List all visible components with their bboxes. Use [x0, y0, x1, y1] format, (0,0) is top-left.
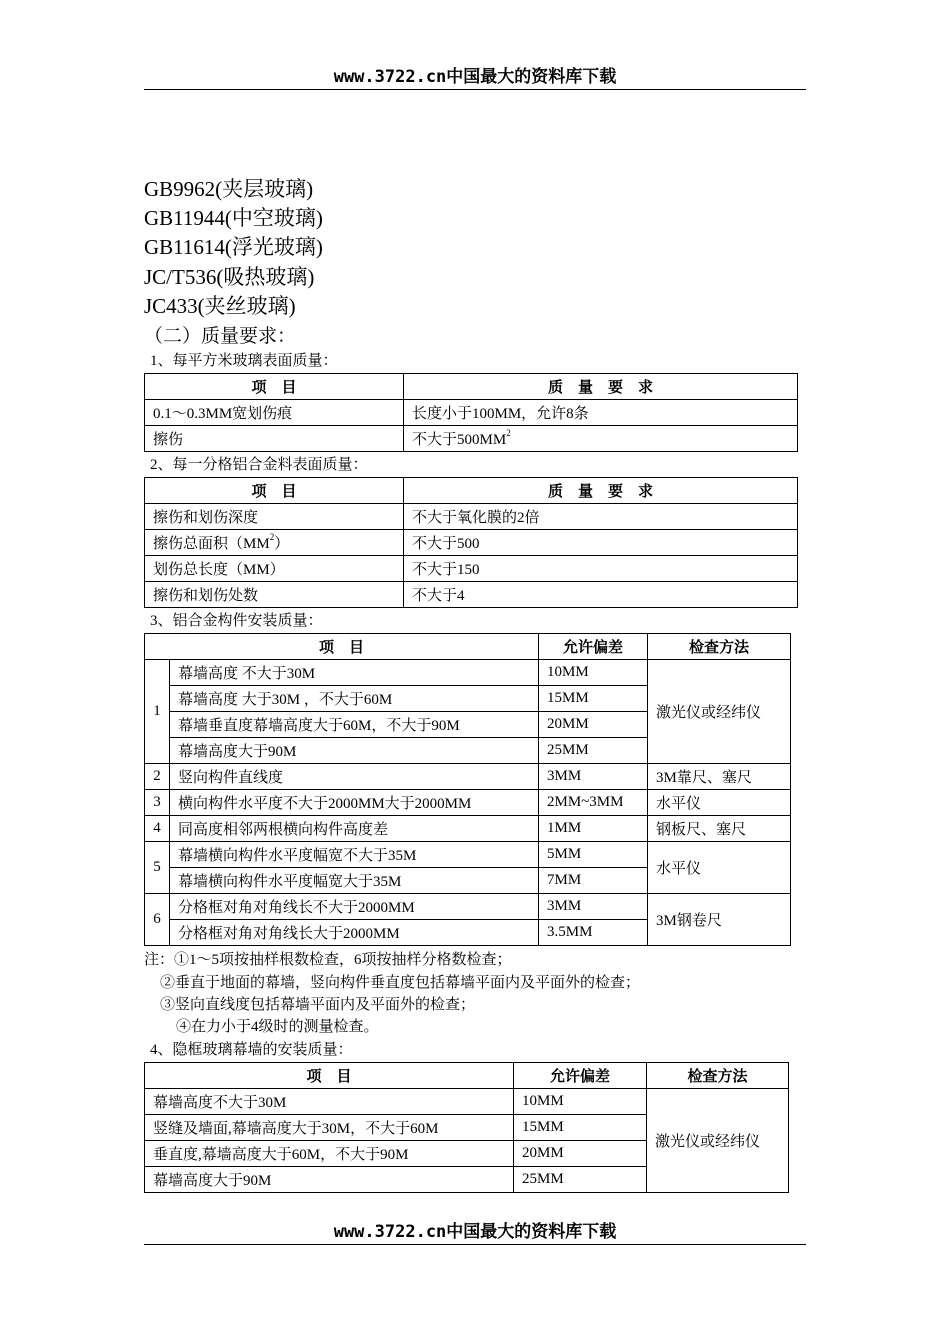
table3-cell: 5MM	[539, 842, 648, 868]
table4-cell: 幕墙高度大于90M	[145, 1167, 514, 1193]
table2-cell-text: 擦伤总面积（MM	[153, 536, 270, 552]
standard-item: JC433(夹丝玻璃)	[144, 294, 296, 318]
table4-cell: 垂直度,幕墙高度大于60M，不大于90M	[145, 1141, 514, 1167]
table3-method: 水平仪	[648, 842, 791, 894]
table-row	[145, 1089, 789, 1115]
table-row	[145, 894, 791, 920]
table3-cell: 幕墙高度 大于30M ，不大于60M	[170, 686, 539, 712]
table-row	[145, 530, 798, 556]
table1-cell-text: 不大于500MM	[412, 432, 507, 448]
table4-cell: 竖缝及墙面,幕墙高度大于30M，不大于60M	[145, 1115, 514, 1141]
table-row	[145, 660, 791, 686]
table-row	[145, 790, 791, 816]
table3-caption: 3、铝合金构件安装质量：	[150, 613, 323, 629]
table3-cell: 7MM	[539, 868, 648, 894]
note-line: ④在力小于4级时的测量检查。	[176, 1019, 379, 1035]
table3-cell: 幕墙垂直度幕墙高度大于60M，不大于90M	[170, 712, 539, 738]
table-row	[145, 400, 798, 426]
table3-cell: 分格框对角对角线长大于2000MM	[170, 920, 539, 946]
table3-method: 钢板尺、塞尺	[648, 816, 791, 842]
table4-cell: 20MM	[514, 1141, 647, 1167]
table1-cell: 擦伤	[145, 426, 404, 452]
table3-header-tolerance: 允许偏差	[539, 634, 648, 660]
table2-cell	[145, 530, 404, 556]
row-number: 3	[145, 790, 170, 816]
table-row	[145, 816, 791, 842]
table2-cell: 不大于150	[404, 556, 798, 582]
table4-header-method: 检查方法	[647, 1063, 789, 1089]
table3-cell: 幕墙横向构件水平度幅宽大于35M	[170, 868, 539, 894]
superscript: 2	[269, 532, 275, 542]
row-number: 6	[145, 894, 170, 946]
note-line: 注：①1～5项按抽样根数检查，6项按抽样分格数检查；	[144, 952, 512, 968]
table2-header-requirement: 质 量 要 求	[404, 478, 798, 504]
standard-item: GB11614(浮光玻璃)	[144, 235, 323, 259]
table3-cell: 幕墙高度大于90M	[170, 738, 539, 764]
table-row	[145, 504, 798, 530]
table4-cell: 15MM	[514, 1115, 647, 1141]
table4-cell: 10MM	[514, 1089, 647, 1115]
table-row	[145, 764, 791, 790]
table1-cell: 长度小于100MM，允许8条	[404, 400, 798, 426]
table3-cell: 幕墙横向构件水平度幅宽不大于35M	[170, 842, 539, 868]
frame-installation-quality-table	[144, 633, 791, 946]
table2-cell: 不大于500	[404, 530, 798, 556]
row-number: 2	[145, 764, 170, 790]
note-line: ③竖向直线度包括幕墙平面内及平面外的检查；	[160, 997, 476, 1013]
table2-cell: 划伤总长度（MM）	[145, 556, 404, 582]
standard-item: GB11944(中空玻璃)	[144, 206, 323, 230]
table3-cell: 2MM~3MM	[539, 790, 648, 816]
table3-cell: 20MM	[539, 712, 648, 738]
page-header: www.3722.cn中国最大的资料库下载	[144, 67, 806, 90]
table3-header-item: 项 目	[145, 634, 539, 660]
table4-header-tolerance: 允许偏差	[514, 1063, 647, 1089]
table3-cell: 10MM	[539, 660, 648, 686]
table2-cell: 擦伤和划伤处数	[145, 582, 404, 608]
table-row	[145, 556, 798, 582]
table3-method: 水平仪	[648, 790, 791, 816]
table2-cell: 不大于氧化膜的2倍	[404, 504, 798, 530]
paren-close: ）	[274, 536, 290, 552]
table3-method: 3M靠尺、塞尺	[648, 764, 791, 790]
table4-method: 激光仪或经纬仪	[647, 1089, 789, 1193]
row-number: 4	[145, 816, 170, 842]
glass-surface-quality-table	[144, 373, 798, 452]
table2-cell: 不大于4	[404, 582, 798, 608]
table3-cell: 3MM	[539, 894, 648, 920]
table3-cell: 竖向构件直线度	[170, 764, 539, 790]
page-footer: www.3722.cn中国最大的资料库下载	[144, 1222, 806, 1245]
superscript: 2	[506, 428, 511, 438]
standard-item: JC/T536(吸热玻璃)	[144, 265, 315, 289]
table3-cell: 分格框对角对角线长不大于2000MM	[170, 894, 539, 920]
table1-caption: 1、每平方米玻璃表面质量：	[150, 353, 338, 369]
table3-method: 激光仪或经纬仪	[648, 660, 791, 764]
table-row	[145, 842, 791, 868]
table3-cell: 25MM	[539, 738, 648, 764]
table3-cell: 1MM	[539, 816, 648, 842]
table-row	[145, 582, 798, 608]
table3-header-method: 检查方法	[648, 634, 791, 660]
note-line: ②垂直于地面的幕墙，竖向构件垂直度包括幕墙平面内及平面外的检查；	[160, 975, 641, 991]
table2-cell: 擦伤和划伤深度	[145, 504, 404, 530]
table3-cell: 横向构件水平度不大于2000MM大于2000MM	[170, 790, 539, 816]
table1-header-item: 项 目	[145, 374, 404, 400]
row-number: 1	[145, 660, 170, 764]
table3-cell: 3MM	[539, 764, 648, 790]
standard-item: GB9962(夹层玻璃)	[144, 177, 314, 201]
table3-cell: 3.5MM	[539, 920, 648, 946]
table4-header-item: 项 目	[145, 1063, 514, 1089]
table4-caption: 4、隐框玻璃幕墙的安装质量：	[150, 1042, 353, 1058]
table1-header-requirement: 质 量 要 求	[404, 374, 798, 400]
table4-cell: 25MM	[514, 1167, 647, 1193]
table3-method: 3M钢卷尺	[648, 894, 791, 946]
aluminum-surface-quality-table	[144, 477, 798, 608]
table-row	[145, 426, 798, 452]
row-number: 5	[145, 842, 170, 894]
table1-cell: 0.1～0.3MM宽划伤痕	[145, 400, 404, 426]
table4-cell: 幕墙高度不大于30M	[145, 1089, 514, 1115]
table2-caption: 2、每一分格铝合金料表面质量：	[150, 457, 368, 473]
table3-cell: 同高度相邻两根横向构件高度差	[170, 816, 539, 842]
section-title: （二）质量要求：	[144, 326, 297, 347]
table3-cell: 幕墙高度 不大于30M	[170, 660, 539, 686]
table3-cell: 15MM	[539, 686, 648, 712]
table1-cell	[404, 426, 798, 452]
table2-header-item: 项 目	[145, 478, 404, 504]
hidden-frame-installation-table	[144, 1062, 789, 1193]
